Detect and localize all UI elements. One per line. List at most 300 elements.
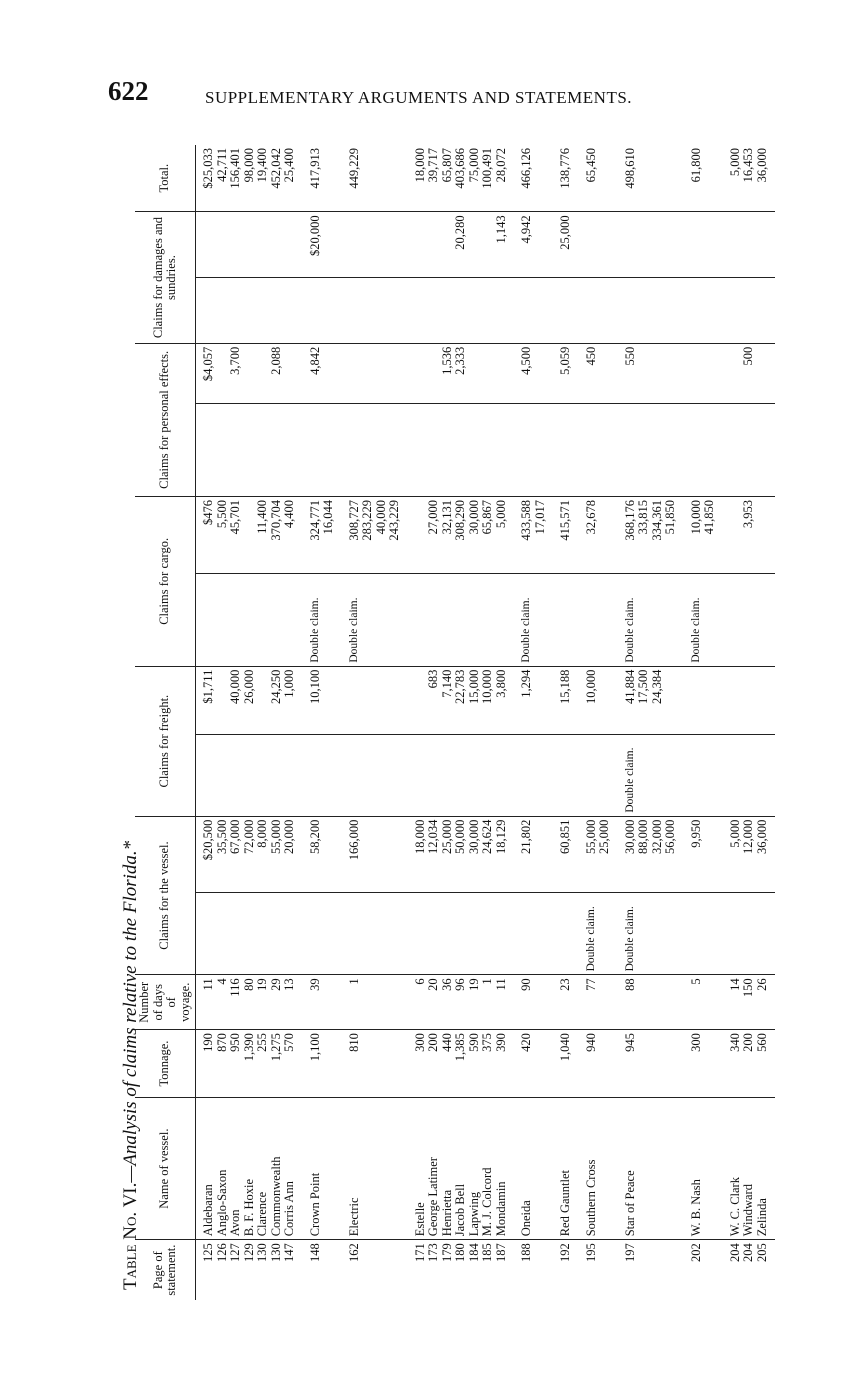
table-cell	[303, 497, 342, 574]
cell-line	[476, 738, 488, 813]
table-cell	[514, 1030, 553, 1098]
cell-line	[202, 215, 216, 274]
table-cell	[579, 666, 618, 734]
cell-line	[441, 215, 455, 274]
cell-line	[438, 896, 450, 971]
col-page: Page of statement.	[135, 1240, 196, 1300]
table-cell	[579, 1097, 618, 1239]
table-cell	[408, 403, 515, 496]
table-cell	[553, 1097, 579, 1239]
col-name: Name of vessel.	[135, 1097, 196, 1239]
table-cell	[579, 343, 618, 403]
cell-line: Double claim.	[623, 747, 636, 813]
cell-line: 41,884	[622, 669, 637, 705]
table-cell	[408, 666, 515, 734]
cell-line: 24,624	[480, 819, 494, 855]
table-cell	[684, 893, 723, 975]
cell-line	[488, 577, 500, 663]
cell-line: 22,783	[453, 669, 467, 705]
table-cell	[553, 975, 579, 1030]
table-row-group	[196, 145, 303, 1300]
cell-line	[463, 407, 475, 493]
cell-line: 42,711	[214, 148, 229, 182]
table-cell	[342, 212, 408, 278]
table-row-group	[342, 145, 408, 1300]
cell-line	[690, 347, 704, 400]
cell-line: 45,701	[228, 500, 242, 535]
cell-line	[559, 281, 571, 340]
table-cell	[618, 145, 684, 212]
cell-line: 51,850	[663, 500, 677, 535]
cell-line	[252, 738, 264, 813]
cell-line: 10,000	[583, 669, 598, 705]
cell-line: 162	[346, 1243, 361, 1263]
cell-line	[202, 407, 214, 493]
cell-line: $4,057	[201, 346, 215, 382]
table-cell	[342, 1097, 408, 1239]
table-cell	[196, 1240, 303, 1300]
cell-line: Corris Ann	[282, 1181, 296, 1237]
table-row-group	[579, 145, 618, 1300]
cell-line	[481, 347, 495, 400]
cell-line: 200	[741, 1033, 755, 1052]
cell-line: 195	[583, 1243, 598, 1263]
cell-line: 590	[466, 1033, 481, 1052]
cell-line: 13	[282, 978, 296, 991]
table-cell	[342, 343, 408, 403]
running-title: SUPPLEMENTARY ARGUMENTS AND STATEMENTS.	[205, 88, 633, 107]
cell-line: 1,000	[282, 669, 296, 698]
table-cell	[196, 975, 303, 1030]
cell-line: 185	[480, 1243, 494, 1263]
cell-line	[214, 577, 226, 663]
table-cell	[342, 1240, 408, 1300]
cell-line	[309, 281, 321, 340]
cell-line: 10,100	[307, 669, 322, 705]
table-cell	[618, 1030, 684, 1098]
cell-line: 12,000	[741, 819, 755, 855]
cell-line: 18,000	[412, 819, 427, 855]
cell-line	[756, 670, 770, 731]
cell-line: 20,000	[282, 819, 296, 855]
cell-line	[264, 577, 276, 663]
table-cell	[684, 1240, 723, 1300]
cell-line: Double claim.	[520, 597, 532, 663]
table-cell	[342, 816, 408, 893]
table-cell	[684, 1097, 723, 1239]
cell-line	[227, 738, 239, 813]
cell-line: 560	[754, 1033, 769, 1052]
cell-line	[753, 577, 765, 663]
cell-line	[488, 738, 500, 813]
cell-line: 147	[282, 1243, 296, 1263]
cell-line: 4	[214, 978, 229, 985]
cell-line	[438, 577, 450, 663]
cell-line	[309, 738, 321, 813]
cell-line	[585, 407, 597, 493]
cell-line: 33,815	[636, 500, 650, 535]
cell-line	[414, 407, 426, 493]
cell-line: Jacob Bell	[453, 1183, 467, 1237]
cell-line: 180	[453, 1243, 467, 1263]
table-cell	[303, 343, 342, 403]
cell-line	[476, 407, 488, 493]
table-cell	[553, 497, 579, 574]
cell-line: 550	[622, 346, 637, 366]
cell-line	[414, 670, 428, 731]
cell-line: $476	[201, 500, 215, 525]
cell-line: 65,867	[480, 500, 494, 535]
cell-line	[559, 577, 571, 663]
cell-line: 3,800	[493, 669, 508, 698]
table-cell	[723, 1030, 776, 1098]
cell-line	[283, 347, 297, 400]
cell-line: $20,500	[201, 819, 215, 861]
cell-line: 204	[727, 1243, 742, 1263]
cell-line: 156,401	[228, 148, 242, 189]
table-cell	[618, 573, 684, 666]
table-cell	[514, 497, 553, 574]
table-cell	[342, 497, 408, 574]
cell-line	[427, 215, 441, 274]
cell-line: 205	[754, 1243, 769, 1263]
cell-line: 4,842	[307, 346, 322, 375]
cell-line: 12,034	[426, 819, 440, 855]
cell-line	[214, 738, 226, 813]
cell-line: Zelinda	[754, 1198, 769, 1237]
table-cell	[408, 893, 515, 975]
cell-line: 18,000	[412, 148, 427, 183]
cell-line: 17,500	[636, 669, 650, 705]
cell-line: 940	[583, 1033, 598, 1052]
table-cell	[553, 1030, 579, 1098]
cell-line: 192	[558, 1243, 572, 1263]
cell-line: 950	[228, 1033, 242, 1052]
cell-line: 440	[439, 1033, 454, 1052]
cell-line	[252, 896, 264, 971]
cell-line	[239, 738, 251, 813]
table-cell	[618, 212, 684, 278]
table-cell	[579, 403, 618, 496]
cell-line	[243, 347, 257, 400]
table-cell	[303, 573, 342, 666]
cell-line: 1,536	[439, 346, 454, 375]
cell-line: Estelle	[412, 1202, 427, 1237]
cell-line: 243,229	[387, 500, 401, 541]
cell-line: 283,229	[360, 500, 374, 541]
cell-line: 25,000	[439, 819, 454, 855]
cell-line: 449,229	[346, 148, 361, 189]
cell-line	[729, 896, 741, 971]
table-cell	[196, 497, 303, 574]
cell-line	[488, 281, 500, 340]
cell-line: B. F. Hoxie	[241, 1178, 256, 1237]
table-cell	[303, 278, 342, 344]
cell-line	[753, 896, 765, 971]
cell-line: 88	[622, 978, 637, 991]
table-cell	[618, 343, 684, 403]
cell-line: 433,588	[519, 500, 533, 541]
table-cell	[618, 278, 684, 344]
cell-line	[451, 896, 463, 971]
cell-line	[468, 347, 482, 400]
table-cell	[553, 278, 579, 344]
cell-line	[488, 407, 500, 493]
cell-line: 28,072	[493, 148, 508, 183]
cell-line: 188	[519, 1243, 533, 1263]
cell-line	[309, 896, 321, 971]
table-number: Table No. VI.	[120, 1182, 141, 1290]
table-cell	[303, 403, 342, 496]
cell-line: 148	[307, 1243, 322, 1263]
table-cell	[514, 816, 553, 893]
cell-line: 32,000	[649, 819, 664, 855]
table-cell	[579, 145, 618, 212]
cell-line	[753, 281, 765, 340]
cell-line	[414, 347, 428, 400]
cell-line	[690, 738, 702, 813]
cell-line: 403,686	[453, 148, 467, 189]
cell-line: 23	[558, 978, 572, 991]
table-cell	[723, 1097, 776, 1239]
table-cell	[684, 573, 723, 666]
cell-line	[729, 500, 743, 570]
cell-line	[264, 407, 276, 493]
cell-line	[256, 670, 270, 731]
cell-line: 25,000	[597, 819, 611, 855]
cell-line	[729, 215, 743, 274]
table-cell	[723, 278, 776, 344]
cell-line: 300	[688, 1033, 703, 1052]
cell-line: 375	[480, 1033, 494, 1052]
table-row-group	[684, 145, 723, 1300]
cell-line: 8,000	[255, 819, 269, 848]
cell-line: Double claim.	[623, 597, 636, 663]
cell-line: 5,500	[214, 500, 229, 529]
table-cell	[618, 975, 684, 1030]
cell-line: 90	[519, 978, 533, 991]
cell-line: 40,000	[228, 669, 242, 705]
cell-line	[729, 347, 743, 400]
cell-line	[270, 215, 284, 274]
cell-line: 4,942	[519, 215, 533, 244]
cell-line	[216, 215, 230, 274]
cell-line	[438, 407, 450, 493]
cell-line: 324,771	[307, 500, 322, 541]
cell-line	[239, 896, 251, 971]
cell-line	[585, 577, 597, 663]
cell-line: 19,400	[255, 148, 269, 183]
cell-line	[202, 577, 214, 663]
table-cell	[553, 212, 579, 278]
table-cell	[723, 666, 776, 734]
table-cell	[303, 734, 342, 816]
cell-line	[264, 896, 276, 971]
table-cell	[618, 403, 684, 496]
cell-line: 41,850	[702, 500, 716, 535]
cell-line: Lapwing	[466, 1191, 481, 1237]
cell-line: 255	[255, 1033, 269, 1052]
cell-line: 138,776	[558, 148, 572, 189]
cell-line: 11,400	[255, 500, 269, 534]
cell-line: Oneida	[519, 1200, 533, 1237]
cell-line: 21,802	[519, 819, 533, 855]
cell-line	[451, 738, 463, 813]
cell-line	[690, 407, 702, 493]
table-cell	[342, 278, 408, 344]
cell-line	[559, 896, 571, 971]
cell-line: 190	[201, 1033, 215, 1052]
cell-line	[753, 738, 765, 813]
cell-line	[256, 215, 270, 274]
table-body	[196, 145, 776, 1300]
table-cell	[723, 573, 776, 666]
table-cell	[196, 403, 303, 496]
cell-line	[690, 281, 702, 340]
cell-line	[742, 215, 756, 274]
table-cell	[723, 893, 776, 975]
cell-line	[214, 407, 226, 493]
cell-line: 14	[727, 978, 742, 991]
cell-line: 77	[583, 978, 598, 991]
cell-line	[227, 896, 239, 971]
table-cell	[514, 212, 553, 278]
table-cell	[303, 1030, 342, 1098]
table-cell	[553, 666, 579, 734]
table-cell	[342, 1030, 408, 1098]
cell-line	[585, 215, 599, 274]
cell-line	[729, 670, 743, 731]
cell-line: 80	[241, 978, 256, 991]
cell-line	[239, 281, 251, 340]
cell-line	[741, 896, 753, 971]
cell-line: Clarence	[255, 1191, 269, 1237]
table-cell	[408, 212, 515, 278]
cell-line: 1,390	[241, 1033, 256, 1062]
cell-line	[348, 670, 362, 731]
cell-line	[414, 215, 428, 274]
cell-line	[520, 281, 532, 340]
cell-line: $1,711	[201, 669, 215, 704]
col-tonnage: Tonnage.	[135, 1030, 196, 1098]
cell-line	[426, 281, 438, 340]
cell-line: 5	[688, 978, 703, 985]
cell-line: 19	[466, 978, 481, 991]
cell-line	[239, 577, 251, 663]
cell-line: 2,088	[268, 346, 283, 375]
cell-line	[227, 281, 239, 340]
cell-line: 65,450	[583, 148, 598, 183]
table-cell	[303, 893, 342, 975]
cell-line	[414, 500, 428, 570]
cell-line: 15,188	[558, 669, 572, 705]
table-cell	[408, 1097, 515, 1239]
cell-line: 17,017	[532, 500, 547, 535]
table-cell	[579, 1030, 618, 1098]
table-cell	[514, 403, 553, 496]
table-cell	[408, 497, 515, 574]
cell-line	[690, 215, 704, 274]
cell-line	[520, 738, 532, 813]
cell-line: 25,000	[558, 215, 572, 250]
cell-line: 5,059	[558, 346, 572, 375]
table-cell	[408, 816, 515, 893]
cell-line	[229, 215, 243, 274]
table-cell	[408, 975, 515, 1030]
cell-line: 5,000	[727, 148, 742, 177]
table-cell	[553, 343, 579, 403]
cell-line: 417,913	[307, 148, 322, 189]
cell-line	[264, 738, 276, 813]
table-cell	[684, 497, 723, 574]
cell-line	[729, 738, 741, 813]
cell-line: 6	[412, 978, 427, 985]
table-cell	[408, 734, 515, 816]
cell-line: 202	[688, 1243, 703, 1263]
cell-line	[202, 281, 214, 340]
col-total: Total.	[135, 145, 196, 212]
cell-line	[426, 407, 438, 493]
cell-line	[348, 738, 360, 813]
cell-line: Double claim.	[623, 906, 636, 972]
cell-line	[741, 577, 753, 663]
col-personal: Claims for personal effects.	[135, 343, 196, 496]
cell-line	[243, 500, 257, 570]
table-row-group	[723, 145, 776, 1300]
cell-line: $25,033	[201, 148, 215, 189]
table-cell	[618, 1240, 684, 1300]
cell-line	[741, 407, 753, 493]
cell-line	[276, 738, 288, 813]
table-cell	[342, 666, 408, 734]
col-days: Number of days of voyage.	[135, 975, 196, 1030]
table-cell	[553, 816, 579, 893]
cell-line: 945	[622, 1033, 637, 1052]
table-cell	[723, 1240, 776, 1300]
cell-line: Avon	[228, 1209, 242, 1237]
cell-line: Double claim.	[584, 906, 597, 972]
cell-line: 5,000	[727, 819, 742, 848]
table-cell	[579, 893, 618, 975]
table-cell	[579, 212, 618, 278]
table-cell	[342, 893, 408, 975]
table-cell	[303, 816, 342, 893]
table-cell	[196, 278, 303, 344]
cell-line: 3,700	[228, 346, 242, 375]
cell-line	[481, 215, 495, 274]
table-cell	[553, 403, 579, 496]
cell-line: 116	[228, 978, 242, 997]
cell-line: 19	[255, 978, 269, 991]
cell-line: 40,000	[373, 500, 388, 535]
cell-line: 498,610	[622, 148, 637, 189]
cell-line: 197	[622, 1243, 637, 1263]
table-cell	[303, 145, 342, 212]
cell-line: Crown Point	[307, 1172, 322, 1237]
cell-line: 9,950	[688, 819, 703, 848]
cell-line	[216, 347, 230, 400]
cell-line: 1,294	[519, 669, 533, 698]
cell-line: 340	[727, 1033, 742, 1052]
cell-line: Commonwealth	[268, 1156, 283, 1237]
cell-line: 450	[583, 346, 598, 366]
cell-line: 130	[268, 1243, 283, 1263]
table-cell	[684, 343, 723, 403]
table-cell	[618, 497, 684, 574]
cell-line: 58,200	[307, 819, 322, 855]
cell-line	[348, 347, 362, 400]
cell-line: 4,400	[282, 500, 296, 529]
